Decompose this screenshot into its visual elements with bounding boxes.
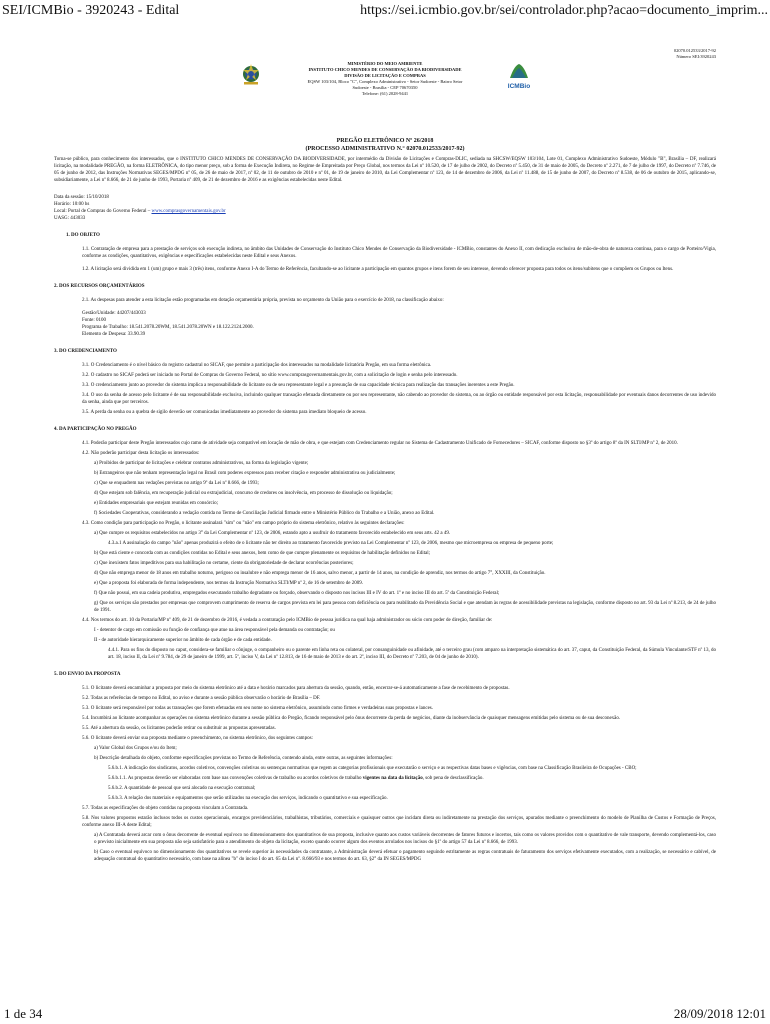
- org-division: DIVISÃO DE LICITAÇÃO E COMPRAS: [344, 73, 426, 78]
- session-time: Horário: 10:00 hs: [54, 202, 90, 207]
- item-1-1: 1.1. Contratação de empresa para a prestação de serviços sob execução indireta, no âmbito das Unidades de Conservação do Instituto Chico Mendes de Conservação da Biodiversidade - ICMBio, constantes do Anexo II, com dedicação exclusiva de mão-de-obra de natureza contínua, para o cargo de Porteiro/Vigia, conforme as condições, quantitativos, exigências e especificações estabelecidas neste Edital e seus Anexos.: [82, 247, 716, 259]
- session-date: Data da sessão: 15/10/2018: [54, 195, 109, 200]
- phone: Telefone: (61) 2028-9441: [361, 91, 409, 96]
- item-4-3-b: b) Que está ciente e concorda com as condições contidas no Edital e seus anexos, bem como de que cumpre plenamente os requisitos de habilitação definidos no Edital;: [94, 551, 431, 556]
- comprasgov-link[interactable]: www.comprasgovernamentais.gov.br: [151, 209, 226, 214]
- item-4-2-c: c) Que se enquadrem nas vedações previstas no artigo 9º da Lei nº 8.666, de 1993;: [94, 481, 259, 486]
- address-line-1: EQSW 103/104, Bloco "C", Complexo Administrativo - Setor Sudoeste - Bairro Setor: [307, 79, 463, 84]
- sei-number: Número SEI:3920243: [676, 54, 716, 59]
- section-1-heading: 1. DO OBJETO: [66, 233, 100, 238]
- section-4-heading: 4. DA PARTICIPAÇÃO NO PREGÃO: [54, 427, 137, 432]
- item-4-2-f: f) Sociedades Cooperativas, considerando a vedação contida no Termo de Conciliação Judicial firmado entre o Ministério Público do Trabalho e a União, anexo ao Edital.: [94, 511, 435, 516]
- print-datetime: 28/09/2018 12:01: [673, 1006, 766, 1021]
- item-4-2: 4.2. Não poderão participar desta licitação os interessados:: [82, 451, 200, 456]
- item-4-3-e: e) Que a proposta foi elaborada de forma independente, nos termos da Instrução Normativa SLTI/MP nº 2, de 16 de setembro de 2009.: [94, 581, 364, 586]
- print-page-title: SEI/ICMBio - 3920243 - Edital: [2, 3, 180, 18]
- item-5-6-b-3: 5.6.b.3. A relação dos materiais e equipamentos que serão utilizados na execução dos serviços, indicando o quantitativo e sua especificação.: [108, 796, 388, 801]
- item-4-3-d: d) Que não emprega menor de 18 anos em trabalho noturno, perigoso ou insalubre e não emprega menor de 16 anos, salvo menor, a partir de 14 anos, na condição de aprendiz, nos termos do artigo 7°, XXXIII, da Constituição.: [94, 571, 546, 576]
- print-footer: [0, 1004, 770, 1024]
- edital-title: [54, 137, 716, 153]
- print-header: [0, 0, 770, 22]
- item-5-6-b-1-1: [54, 775, 716, 782]
- item-4-2-a: a) Proibidos de participar de licitações e celebrar contratos administrativos, na forma da legislação vigente;: [94, 461, 309, 466]
- item-3-2: 3.2. O cadastro no SICAF poderá ser iniciado no Portal de Compras do Governo Federal, no sítio www.comprasgovernamentais.gov.br, com a solicitação de login e senha pelo interessado.: [82, 373, 458, 378]
- budget-element: Elemento de Despesa: 33.90.39: [82, 332, 146, 337]
- item-4-3-a-1: 4.3.a.1 A assinalação do campo "não" apenas produzirá o efeito de o licitante não ter direito ao tratamento favorecido previsto na Lei Complementar nº 123, de 2006, mesmo que microempresa ou empresa de pequeno porte;: [108, 541, 554, 546]
- item-4-2-e: e) Entidades empresariais que estejam reunidas em consórcio;: [94, 501, 218, 506]
- session-info: [54, 194, 716, 222]
- item-5-6-a: a) Valor Global dos Grupos e/ou do Item;: [94, 746, 177, 751]
- org-ministry: MINISTÉRIO DO MEIO AMBIENTE: [347, 61, 423, 66]
- document-page: [54, 28, 716, 996]
- process-number: 02070.012533/2017-92: [673, 48, 716, 53]
- item-4-3-c: c) Que inexistem fatos impeditivos para sua habilitação no certame, ciente da obrigatoriedade de declarar ocorrências posteriores;: [94, 561, 354, 566]
- item-2-1: 2.1. As despesas para atender a esta licitação estão programadas em dotação orçamentária própria, prevista no orçamento da União para o exercício de 2018, na classificação abaixo:: [82, 298, 444, 303]
- item-5-6-b-1-1-bold: vigentes na data da licitação: [362, 776, 423, 781]
- item-3-5: 3.5. A perda da senha ou a quebra de sigilo deverão ser comunicadas imediatamente ao provedor do sistema para imediato bloqueio de acesso.: [82, 410, 367, 415]
- item-4-3-f: f) Que não possui, em sua cadeia produtiva, empregados executando trabalho degradante ou forçado, observando o disposto nos incisos III e IV do art. 1º e no inciso III do art. 5º da Constituição Federal;: [94, 591, 500, 596]
- section-5-heading: 5. DO ENVIO DA PROPOSTA: [54, 672, 121, 677]
- item-5-4: 5.4. Incumbirá ao licitante acompanhar as operações no sistema eletrônico durante a sessão pública do Pregão, ficando responsável pelo ônus decorrente da perda de negócios, diante da inobservância de quaisquer mensagens emitidas pelo sistema ou de sua desconexão.: [82, 716, 621, 721]
- item-5-6-b-1-1-end: , sob pena de desclassificação.: [422, 776, 484, 781]
- budget-source: Fonte: 0100: [82, 318, 107, 323]
- uasg: UASG: 443033: [54, 216, 86, 221]
- budget-program: Programa de Trabalho: 18.541.2078.20WM, 18.541.2078.20WN e 18.122.2124.2000.: [82, 325, 254, 330]
- icmbio-logo-icon: [506, 62, 532, 92]
- brazil-coat-of-arms-icon: [238, 62, 264, 88]
- session-place: [54, 208, 716, 215]
- budget-unit: Gestão/Unidade: 44207/443033: [82, 311, 146, 316]
- letterhead: [269, 61, 501, 97]
- document-number-block: [674, 48, 716, 60]
- document-body: [54, 156, 716, 866]
- address-line-2: Sudoeste - Brasília - CEP 70670350: [352, 85, 418, 90]
- section-3-heading: 3. DO CREDENCIAMENTO: [54, 349, 117, 354]
- item-4-3: 4.3. Como condição para participação no Pregão, o licitante assinalará "sim" ou "não" em campo próprio do sistema eletrônico, relativo às seguintes declarações:: [82, 521, 405, 526]
- item-5-8: 5.8. Nos valores propostos estarão inclusos todos os custos operacionais, encargos previdenciários, trabalhistas, tributários, comerciais e quaisquer outros que incidam direta ou indiretamente na prestação dos serviços, apurados mediante o preenchimento do modelo de Planilha de Custos e Formação de Preços, conforme anexo III-A deste Edital;: [82, 816, 716, 828]
- pregao-title: PREGÃO ELETRÔNICO Nº 26/2018: [336, 138, 434, 144]
- item-4-2-b: b) Estrangeiros que não tenham representação legal no Brasil com poderes expressos para receber citação e responder administrativa ou judicialmente;: [94, 471, 396, 476]
- item-4-4: 4.4. Nos termos do art. 10 da Portaria/MP nº 409, de 21 de dezembro de 2016, é vedada a contratação pelo ICMBio de pessoa jurídica na qual haja administrador ou sócio com poder de direção, familiar de:: [82, 618, 493, 623]
- page-counter: 1 de 34: [4, 1006, 43, 1021]
- item-3-4: 3.4. O uso da senha de acesso pelo licitante é de sua responsabilidade exclusiva, incluindo qualquer transação efetuada diretamente ou por seu representante, não cabendo ao provedor do sistema, ou ao órgão ou entidade responsável por esta licitação, responsabilidade por eventuais danos decorrentes de uso indevido da senha, ainda que por terceiros.: [82, 393, 716, 405]
- item-4-3-g: g) Que os serviços são prestados por empresas que comprovem cumprimento de reserva de cargos prevista em lei para pessoa com deficiência ou para reabilitado da Previdência Social e que atendam às regras de acessibilidade previstas na legislação, conforme disposto no art. 93 da Lei nº 8.213, de 24 de julho de 1991.: [94, 601, 716, 613]
- item-5-7: 5.7. Todas as especificações do objeto contidas na proposta vinculam a Contratada.: [82, 806, 249, 811]
- item-5-1: 5.1. O licitante deverá encaminhar a proposta por meio do sistema eletrônico até a data e horário marcados para abertura da sessão, quando, então, encerrar-se-á automaticamente a fase de recebimento de propostas.: [82, 686, 510, 691]
- item-5-6-b: b) Descrição detalhada do objeto, conforme especificações previstas no Termo de Referência, contendo ainda, entre outras, as seguintes informações:: [94, 756, 393, 761]
- item-5-6-b-1-1-text: 5.6.b.1.1. As propostas deverão ser elaboradas com base nas convenções coletivas de trabalho ou acordos coletivos de trabalho: [108, 776, 363, 781]
- item-4-1: 4.1. Poderão participar deste Pregão interessados cujo ramo de atividade seja compatível em locação de mão de obra, e que estejam com Credenciamento regular no Sistema de Cadastramento Unificado de Fornecedores – SICAF, conforme disposto no §3º do artigo 8º da IN SLTI/MP nº 2, de 2010.: [82, 441, 678, 446]
- item-4-3-a: a) Que cumpre os requisitos estabelecidos no artigo 3° da Lei Complementar nº 123, de 2006, estando apto a usufruir do tratamento favorecido estabelecido em seus arts. 42 a 49.: [94, 531, 451, 536]
- item-4-4-i: I - detentor de cargo em comissão ou função de confiança que atue na área responsável pela demanda ou contratação; ou: [94, 628, 335, 633]
- budget-block: [54, 310, 716, 338]
- item-5-8-b: b) Caso o eventual equívoco no dimensionamento dos quantitativos se revele superior às necessidades da contratante, a Administração deverá efetuar o pagamento seguindo estritamente as regras contratuais de faturamento dos serviços efetivamente executados, com a realização, se necessário e cabível, de adequação contratual do quantitativo necessário, com base na alínea "b" do inciso I do art. 65 da Lei nº. 8.666/93 e nos termos do art. 63, §2° da IN SEGES/MPDG: [94, 850, 716, 862]
- processo-title: (PROCESSO ADMINISTRATIVO N.° 02070.012533/2017-92): [305, 146, 465, 152]
- logo-text: ICMBio: [507, 83, 531, 90]
- item-5-6-b-1: 5.6.b.1. A indicação dos sindicatos, acordos coletivos, convenções coletivas ou sentenças normativas que regem as categorias profissionais que executarão o serviço e as respectivas datas bases e vigências, com base na Classificação Brasileira de Ocupações - CBO;: [108, 766, 637, 771]
- print-url: https://sei.icmbio.gov.br/sei/controlador.php?acao=documento_imprim...: [360, 3, 768, 18]
- item-3-1: 3.1. O Credenciamento é o nível básico do registro cadastral no SICAF, que permite a participação dos interessados na modalidade licitatória Pregão, em sua forma eletrônica.: [82, 363, 432, 368]
- item-4-4-1: 4.4.1. Para os fins do disposto no caput, considera-se familiar o cônjuge, o companheiro ou o parente em linha reta ou colateral, por consanguinidade ou afinidade, até o terceiro grau (com amparo na interpretação sistemática do art. 37, caput, da Constituição Federal, da Súmula Vinculante/STF nº 13, do art. 18, inciso II, da Lei nº 9.784, de 29 de janeiro de 1999, art. 5º, inciso V, da Lei nº 12.813, de 16 de maio de 2013 e do art. 2º, inciso III, do Decreto nº 7.203, de 04 de junho de 2010).: [108, 648, 716, 660]
- intro-paragraph: Torna-se público, para conhecimento dos interessados, que o INSTITUTO CHICO MENDES DE CONSERVAÇÃO DA BIODIVERSIDADE, por intermédio da Divisão de Licitações e Compras-DLIC, sediada na SHCSW/EQSW 103/104, Lote 01, Complexo Administrativo Sudoeste, Módulo "B", Brasília – DF, realizará licitação, na modalidade PREGÃO, na forma ELETRÔNICA, do tipo menor preço, sob a forma de Execução Indireta, no Regime de Empreitada por Preço Global, nos termos da Lei nº 10.520, de 17 de julho de 2002, do Decreto nº 5.450, de 31 de maio de 2005, do Decreto nº 2.271, de 7 de julho de 1997, do Decreto nº 7.746, de 05 de junho de 2012, das Instruções Normativas SEGES/MPDG nº 05, de 26 de maio de 2017, nº 02, de 11 de outubro de 2010 e nº 01, de 19 de janeiro de 2010, da Lei Complementar nº 123, de 14 de dezembro de 2006, da Lei nº 11.488, de 15 de junho de 2007, do Decreto nº 8.538, de 06 de outubro de 2015, aplicando-se, subsidiariamente, a Lei nº 8.666, de 21 de junho de 1993, Portaria nº 409, de 21 de dezembro de 2016 e as exigências estabelecidas neste Edital.: [54, 157, 716, 183]
- item-5-5: 5.5. Até a abertura da sessão, os licitantes poderão retirar ou substituir as propostas apresentadas.: [82, 726, 276, 731]
- item-5-2: 5.2. Todas as referências de tempo no Edital, no aviso e durante a sessão pública observarão o horário de Brasília – DF.: [82, 696, 321, 701]
- item-5-6-b-2: 5.6.b.2. A quantidade de pessoal que será alocado na execução contratual;: [108, 786, 256, 791]
- item-4-4-ii: II - de autoridade hierarquicamente superior no âmbito de cada órgão e de cada entidade.: [94, 638, 272, 643]
- org-institute: INSTITUTO CHICO MENDES DE CONSERVAÇÃO DA BIODIVERSIDADE: [308, 67, 462, 72]
- item-5-8-a: a) A Contratada deverá arcar com o ônus decorrente de eventual equívoco no dimensionamento dos quantitativos de sua proposta, inclusive quanto aos custos variáveis decorrentes de fatores futuros e incertos, tais como os valores providos com o quantitativo de vale transporte, devendo complementá-los, caso o previsto inicialmente em sua proposta não seja satisfatório para o atendimento do objeto da licitação, exceto quando ocorrer algum dos eventos arrolados nos incisos do §1º do artigo 57 da Lei nº 8.666, de 1993.: [94, 833, 716, 845]
- section-2-heading: 2. DOS RECURSOS ORÇAMENTÁRIOS: [54, 284, 145, 289]
- item-5-6: 5.6. O licitante deverá enviar sua proposta mediante o preenchimento, no sistema eletrônico, dos seguintes campos:: [82, 736, 313, 741]
- item-5-3: 5.3. O licitante será responsável por todas as transações que forem efetuadas em seu nome no sistema eletrônico, assumindo como firmes e verdadeiras suas propostas e lances.: [82, 706, 433, 711]
- item-4-2-d: d) Que estejam sob falência, em recuperação judicial ou extrajudicial, concurso de credores ou insolvência, em processo de dissolução ou liquidação;: [94, 491, 393, 496]
- item-1-2: 1.2. A licitação será dividida em 1 (um) grupo e mais 3 (três) itens, conforme Anexo I-A do Termo de Referência, facultando-se ao licitante a participação em quantos grupos e itens forem de seu interesse, devendo oferecer proposta para todos os itens/subitens que o compõem os Grupos ou Itens.: [82, 267, 674, 272]
- session-place-label: Local: Portal de Compras do Governo Federal –: [54, 209, 151, 214]
- item-3-3: 3.3. O credenciamento junto ao provedor do sistema implica a responsabilidade do licitante ou de seu representante legal e a presunção de sua capacidade técnica para realização das transações inerentes a este Pregão.: [82, 383, 515, 388]
